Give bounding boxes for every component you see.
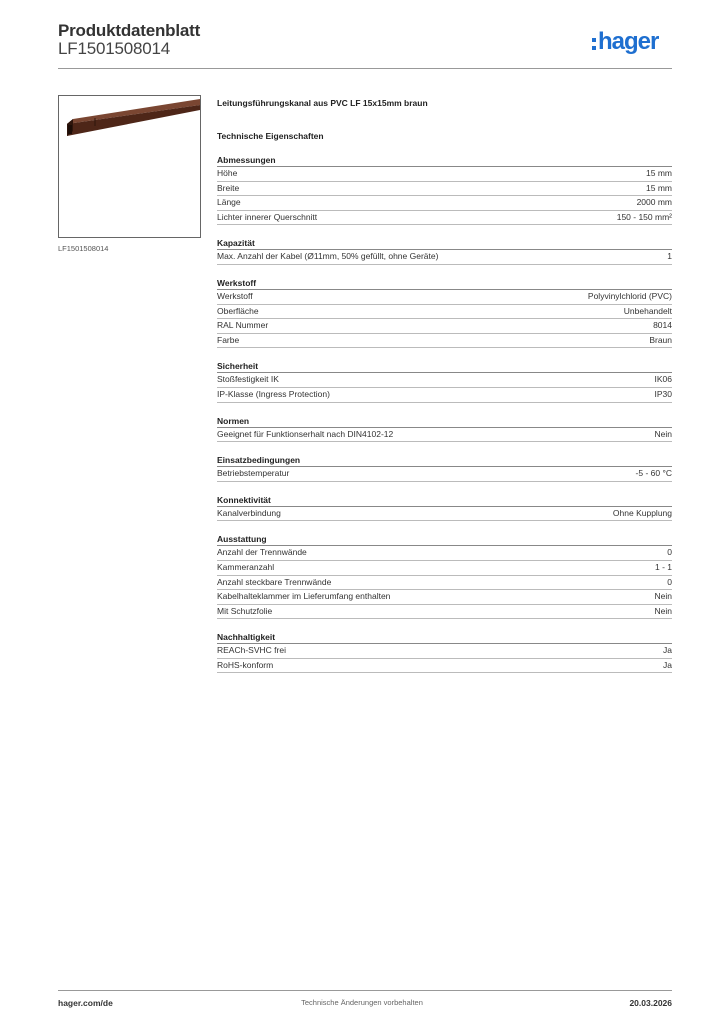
- product-number: LF1501508014: [58, 39, 170, 58]
- section-title: Sicherheit: [217, 360, 672, 373]
- property-row: [217, 561, 672, 576]
- property-value: -5 - 60 °C: [635, 468, 672, 479]
- property-value: IP30: [654, 388, 672, 399]
- property-label: Breite: [217, 182, 240, 193]
- property-label: Oberfläche: [217, 305, 259, 316]
- property-value: 1 - 1: [654, 561, 672, 572]
- property-value: Ohne Kupplung: [612, 507, 672, 518]
- footer-website[interactable]: hager.com/de: [58, 998, 113, 1008]
- property-row: [217, 546, 672, 561]
- property-value: Nein: [654, 428, 672, 439]
- property-value: 15 mm: [646, 168, 672, 178]
- section-title: Normen: [217, 415, 672, 428]
- property-label: Kanalverbindung: [217, 507, 281, 518]
- section: [217, 454, 672, 482]
- section: [217, 415, 672, 443]
- hager-logo: [592, 26, 658, 58]
- section-title: Abmessungen: [217, 154, 672, 167]
- property-label: Länge: [217, 197, 241, 208]
- property-value: Ja: [663, 645, 672, 656]
- property-label: Betriebstemperatur: [217, 468, 290, 479]
- property-row: [217, 182, 672, 197]
- image-caption: LF1501508014: [58, 244, 109, 253]
- property-value: Ja: [663, 659, 672, 670]
- property-label: Werkstoff: [217, 290, 253, 301]
- property-value: 0: [667, 576, 672, 587]
- property-sections: [217, 154, 672, 673]
- section: [217, 360, 672, 402]
- property-row: [217, 644, 672, 659]
- property-value: 1: [667, 251, 672, 262]
- property-row: [217, 388, 672, 403]
- property-row: [217, 576, 672, 591]
- logo-dots-icon: [592, 38, 596, 50]
- property-value: 2000 mm: [636, 197, 672, 208]
- property-value: 15 mm: [646, 182, 672, 193]
- property-row: [217, 428, 672, 443]
- property-value: 150 - 150 mm²: [616, 211, 672, 222]
- section: [217, 631, 672, 673]
- property-value: Nein: [654, 605, 672, 616]
- property-row: [217, 250, 672, 265]
- section: [217, 237, 672, 265]
- property-value: Nein: [654, 591, 672, 602]
- property-label: Anzahl steckbare Trennwände: [217, 576, 332, 587]
- property-label: Stoßfestigkeit IK: [217, 374, 279, 385]
- footer-divider: [58, 990, 672, 991]
- section-title: Ausstattung: [217, 533, 672, 546]
- technical-data: [217, 97, 672, 673]
- property-row: [217, 590, 672, 605]
- property-label: IP-Klasse (Ingress Protection): [217, 388, 330, 399]
- section: [217, 154, 672, 225]
- section-title: Nachhaltigkeit: [217, 631, 672, 644]
- cable-duct-icon: [59, 96, 200, 237]
- section-title: Einsatzbedingungen: [217, 454, 672, 467]
- property-value: IK06: [654, 374, 672, 385]
- product-name: Leitungsführungskanal aus PVC LF 15x15mm braun: [217, 98, 428, 108]
- technical-properties-title: Technische Eigenschaften: [217, 131, 324, 141]
- property-value: 0: [667, 547, 672, 558]
- property-row: [217, 319, 672, 334]
- property-value: Polyvinylchlorid (PVC): [587, 290, 672, 301]
- property-row: [217, 373, 672, 388]
- property-label: REACh-SVHC frei: [217, 645, 286, 656]
- section-title: Kapazität: [217, 237, 672, 250]
- property-label: Höhe: [217, 168, 238, 178]
- product-image: [58, 95, 201, 238]
- footer-disclaimer: Technische Änderungen vorbehalten: [301, 998, 423, 1007]
- property-label: RoHS-konform: [217, 659, 274, 670]
- page-title: Produktdatenblatt: [58, 21, 201, 40]
- property-row: [217, 467, 672, 482]
- property-value: Unbehandelt: [623, 305, 672, 316]
- property-row: [217, 290, 672, 305]
- property-label: Mit Schutzfolie: [217, 605, 273, 616]
- property-label: RAL Nummer: [217, 320, 269, 331]
- property-row: [217, 659, 672, 674]
- property-label: Farbe: [217, 334, 240, 345]
- section-title: Werkstoff: [217, 277, 672, 290]
- footer-date: 20.03.2026: [629, 998, 672, 1008]
- property-label: Anzahl der Trennwände: [217, 547, 307, 558]
- section-title: Konnektivität: [217, 494, 672, 507]
- property-row: [217, 211, 672, 226]
- section: [217, 533, 672, 619]
- property-row: [217, 305, 672, 320]
- property-value: 8014: [653, 320, 672, 331]
- logo-text: hager: [598, 28, 659, 55]
- property-label: Kammeranzahl: [217, 561, 275, 572]
- property-label: Kabelhalteklammer im Lieferumfang enthalten: [217, 591, 391, 602]
- property-value: Braun: [649, 334, 672, 345]
- section: [217, 494, 672, 522]
- property-label: Max. Anzahl der Kabel (Ø11mm, 50% gefüllt, ohne Geräte): [217, 251, 439, 262]
- property-label: Geeignet für Funktionserhalt nach DIN4102-12: [217, 428, 394, 439]
- property-row: [217, 507, 672, 522]
- property-row: [217, 605, 672, 620]
- property-row: [217, 334, 672, 349]
- property-label: Lichter innerer Querschnitt: [217, 211, 318, 222]
- header-divider: [58, 68, 672, 69]
- section: [217, 277, 672, 348]
- property-row: [217, 196, 672, 211]
- property-row: [217, 167, 672, 182]
